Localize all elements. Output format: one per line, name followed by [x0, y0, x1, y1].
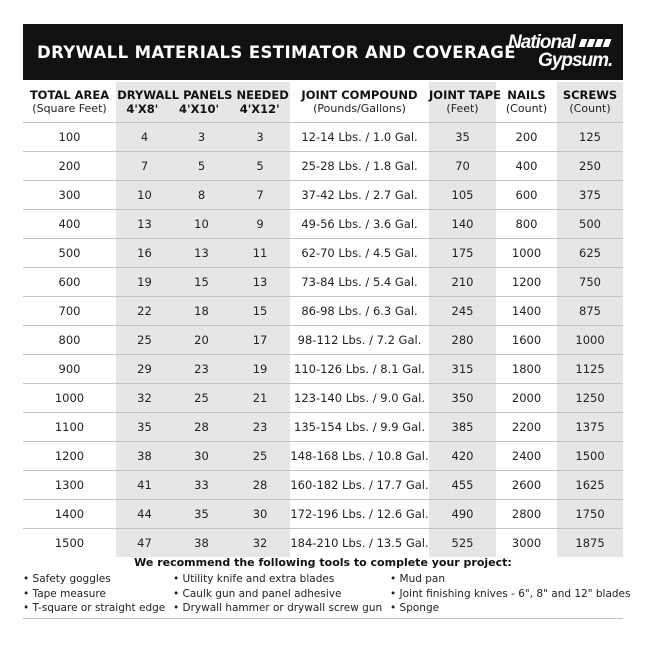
cell-p12: 28	[230, 471, 290, 500]
cell-p10: 3	[173, 123, 230, 152]
list-item: • Safety goggles	[23, 573, 111, 585]
cell-compound: 135-154 Lbs. / 9.9 Gal.	[290, 413, 429, 442]
table-row	[23, 529, 623, 558]
col-header-area: TOTAL AREA (Square Feet)	[29, 88, 110, 115]
cell-p8: 35	[116, 413, 173, 442]
cell-screws: 750	[557, 268, 623, 297]
cell-compound: 148-168 Lbs. / 10.8 Gal.	[290, 442, 429, 471]
cell-p10: 23	[173, 355, 230, 384]
cell-p8: 47	[116, 529, 173, 558]
cell-screws: 875	[557, 297, 623, 326]
cell-screws: 1750	[557, 500, 623, 529]
cell-p8: 13	[116, 210, 173, 239]
cell-p8: 38	[116, 442, 173, 471]
cell-p8: 4	[116, 123, 173, 152]
cell-screws: 1125	[557, 355, 623, 384]
cell-area: 500	[23, 239, 116, 268]
tools-list-1	[23, 572, 165, 616]
cell-area: 900	[23, 355, 116, 384]
cell-area: 1100	[23, 413, 116, 442]
title-banner	[23, 24, 623, 80]
logo-stripes-icon	[579, 39, 614, 47]
cell-p8: 16	[116, 239, 173, 268]
logo-text-line1: National	[508, 32, 575, 53]
cell-area: 400	[23, 210, 116, 239]
cell-nails: 2200	[496, 413, 557, 442]
cell-compound: 12-14 Lbs. / 1.0 Gal.	[290, 123, 429, 152]
table-row	[23, 123, 623, 152]
cell-p12: 17	[230, 326, 290, 355]
list-item: • T-square or straight edge	[23, 602, 166, 614]
cell-p12: 21	[230, 384, 290, 413]
table-body	[23, 123, 623, 558]
tools-heading: We recommend the following tools to complete your project:	[134, 556, 512, 569]
cell-p12: 23	[230, 413, 290, 442]
cell-tape: 420	[429, 442, 496, 471]
col-header-screws: SCREWS (Count)	[557, 82, 623, 123]
cell-compound: 98-112 Lbs. / 7.2 Gal.	[290, 326, 429, 355]
cell-p12: 32	[230, 529, 290, 558]
cell-screws: 1000	[557, 326, 623, 355]
cell-compound: 123-140 Lbs. / 9.0 Gal.	[290, 384, 429, 413]
cell-screws: 625	[557, 239, 623, 268]
cell-p10: 13	[173, 239, 230, 268]
list-item: • Sponge	[390, 602, 440, 614]
cell-nails: 800	[496, 210, 557, 239]
cell-nails: 1400	[496, 297, 557, 326]
estimator-table	[23, 82, 623, 557]
cell-p12: 25	[230, 442, 290, 471]
table-row	[23, 442, 623, 471]
cell-p10: 25	[173, 384, 230, 413]
table-row	[23, 268, 623, 297]
cell-screws: 1875	[557, 529, 623, 558]
header-row	[23, 82, 623, 123]
table-row	[23, 297, 623, 326]
cell-area: 300	[23, 181, 116, 210]
cell-nails: 400	[496, 152, 557, 181]
cell-compound: 25-28 Lbs. / 1.8 Gal.	[290, 152, 429, 181]
cell-screws: 1500	[557, 442, 623, 471]
cell-p8: 41	[116, 471, 173, 500]
cell-p12: 3	[230, 123, 290, 152]
cell-nails: 1800	[496, 355, 557, 384]
cell-p8: 19	[116, 268, 173, 297]
cell-compound: 73-84 Lbs. / 5.4 Gal.	[290, 268, 429, 297]
cell-nails: 1000	[496, 239, 557, 268]
cell-area: 600	[23, 268, 116, 297]
table-row	[23, 500, 623, 529]
cell-tape: 35	[429, 123, 496, 152]
cell-screws: 250	[557, 152, 623, 181]
col-header-compound: JOINT COMPOUND (Pounds/Gallons)	[301, 88, 418, 115]
cell-tape: 210	[429, 268, 496, 297]
list-item: • Joint finishing knives - 6", 8" and 12" blades	[390, 587, 631, 600]
panel-size-4x10: 4'X10'	[179, 102, 219, 116]
cell-p12: 11	[230, 239, 290, 268]
cell-nails: 2600	[496, 471, 557, 500]
cell-p8: 29	[116, 355, 173, 384]
cell-tape: 385	[429, 413, 496, 442]
cell-tape: 70	[429, 152, 496, 181]
cell-compound: 62-70 Lbs. / 4.5 Gal.	[290, 239, 429, 268]
col-header-panels: DRYWALL PANELS NEEDED 4'X8' 4'X10' 4'X12'	[116, 82, 290, 123]
cell-compound: 184-210 Lbs. / 13.5 Gal.	[290, 529, 429, 558]
cell-p12: 5	[230, 152, 290, 181]
cell-p10: 35	[173, 500, 230, 529]
cell-p8: 25	[116, 326, 173, 355]
table-row	[23, 181, 623, 210]
cell-area: 1400	[23, 500, 116, 529]
cell-p10: 18	[173, 297, 230, 326]
list-item: • Mud pan	[390, 573, 446, 585]
cell-tape: 280	[429, 326, 496, 355]
cell-area: 700	[23, 297, 116, 326]
table-row	[23, 471, 623, 500]
table-row	[23, 239, 623, 268]
list-item: • Utility knife and extra blades	[173, 573, 335, 585]
table-row	[23, 384, 623, 413]
cell-p10: 10	[173, 210, 230, 239]
cell-tape: 245	[429, 297, 496, 326]
cell-nails: 2800	[496, 500, 557, 529]
cell-nails: 1200	[496, 268, 557, 297]
cell-nails: 600	[496, 181, 557, 210]
cell-p12: 30	[230, 500, 290, 529]
cell-screws: 500	[557, 210, 623, 239]
cell-p12: 9	[230, 210, 290, 239]
national-gypsum-logo	[504, 31, 619, 75]
cell-area: 1300	[23, 471, 116, 500]
cell-p8: 10	[116, 181, 173, 210]
cell-compound: 160-182 Lbs. / 17.7 Gal.	[290, 471, 429, 500]
cell-area: 1500	[23, 529, 116, 558]
cell-p10: 15	[173, 268, 230, 297]
cell-nails: 2000	[496, 384, 557, 413]
cell-area: 800	[23, 326, 116, 355]
table-row	[23, 355, 623, 384]
cell-compound: 110-126 Lbs. / 8.1 Gal.	[290, 355, 429, 384]
cell-p10: 33	[173, 471, 230, 500]
panel-size-4x8: 4'X8'	[126, 102, 159, 116]
cell-p10: 30	[173, 442, 230, 471]
cell-nails: 1600	[496, 326, 557, 355]
cell-tape: 315	[429, 355, 496, 384]
cell-p8: 7	[116, 152, 173, 181]
cell-p10: 5	[173, 152, 230, 181]
tools-list-2	[173, 572, 382, 616]
cell-area: 100	[23, 123, 116, 152]
table-row	[23, 326, 623, 355]
cell-compound: 172-196 Lbs. / 12.6 Gal.	[290, 500, 429, 529]
cell-tape: 140	[429, 210, 496, 239]
cell-p8: 22	[116, 297, 173, 326]
cell-compound: 86-98 Lbs. / 6.3 Gal.	[290, 297, 429, 326]
cell-tape: 350	[429, 384, 496, 413]
cell-compound: 49-56 Lbs. / 3.6 Gal.	[290, 210, 429, 239]
cell-compound: 37-42 Lbs. / 2.7 Gal.	[290, 181, 429, 210]
table-row	[23, 152, 623, 181]
cell-p10: 20	[173, 326, 230, 355]
panel-size-4x12: 4'X12'	[239, 102, 280, 116]
table-row	[23, 210, 623, 239]
list-item: • Drywall hammer or drywall screw gun	[173, 602, 383, 614]
table-row	[23, 413, 623, 442]
logo-text-line2: Gypsum.	[538, 50, 613, 71]
cell-tape: 490	[429, 500, 496, 529]
cell-area: 1200	[23, 442, 116, 471]
cell-area: 200	[23, 152, 116, 181]
cell-p12: 19	[230, 355, 290, 384]
cell-tape: 455	[429, 471, 496, 500]
list-item: • Caulk gun and panel adhesive	[173, 587, 342, 600]
cell-nails: 2400	[496, 442, 557, 471]
cell-p12: 13	[230, 268, 290, 297]
col-header-nails: NAILS (Count)	[505, 88, 548, 115]
cell-nails: 200	[496, 123, 557, 152]
tools-list-3	[390, 572, 631, 616]
cell-tape: 105	[429, 181, 496, 210]
cell-p10: 28	[173, 413, 230, 442]
cell-p8: 32	[116, 384, 173, 413]
cell-p12: 7	[230, 181, 290, 210]
cell-screws: 1625	[557, 471, 623, 500]
cell-p12: 15	[230, 297, 290, 326]
cell-screws: 1375	[557, 413, 623, 442]
cell-screws: 375	[557, 181, 623, 210]
cell-tape: 175	[429, 239, 496, 268]
cell-screws: 1250	[557, 384, 623, 413]
bottom-divider	[23, 618, 623, 619]
cell-screws: 125	[557, 123, 623, 152]
page-title: DRYWALL MATERIALS ESTIMATOR AND COVERAGE	[37, 43, 516, 62]
cell-p10: 38	[173, 529, 230, 558]
cell-p10: 8	[173, 181, 230, 210]
col-header-tape: JOINT TAPE (Feet)	[429, 82, 496, 123]
cell-nails: 3000	[496, 529, 557, 558]
cell-p8: 44	[116, 500, 173, 529]
list-item: • Tape measure	[23, 587, 106, 600]
cell-tape: 525	[429, 529, 496, 558]
cell-area: 1000	[23, 384, 116, 413]
